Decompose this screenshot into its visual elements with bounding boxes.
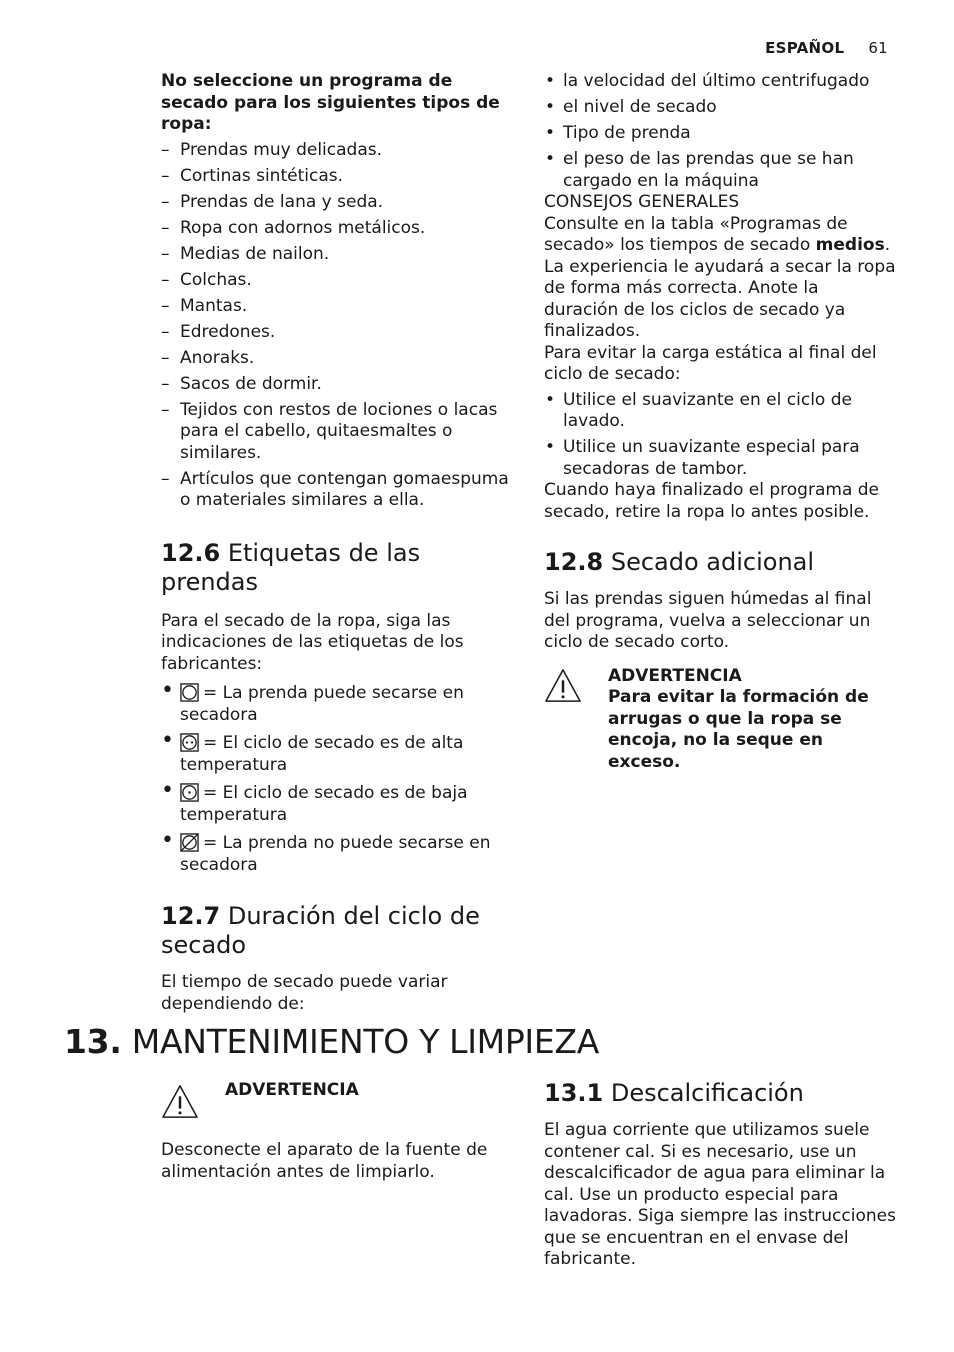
drying-time-text: El tiempo de secado puede variar dependiendo de: xyxy=(161,972,448,1014)
list-item: • la velocidad del último centrifugado xyxy=(544,71,896,93)
list-item: – Ropa con adornos metálicos. xyxy=(161,218,511,240)
tumble-dry-icon xyxy=(180,683,199,702)
static-tips-list xyxy=(544,390,896,481)
drying-factor-list xyxy=(544,71,896,192)
tumble-dry-low-icon xyxy=(180,783,199,802)
additional-drying-text: Si las prendas siguen húmedas al final del programa, vuelva a seleccionar un ciclo de secado corto. xyxy=(544,589,872,652)
list-item: – Sacos de dormir. xyxy=(161,374,511,396)
list-item: • el peso de las prendas que se han cargado en la máquina xyxy=(544,149,896,192)
tips-paragraph-4: Cuando haya finalizado el programa de secado, retire la ropa lo antes posible. xyxy=(544,480,880,522)
list-item: – Prendas de lana y seda. xyxy=(161,192,511,214)
warning-title: ADVERTENCIA xyxy=(608,665,742,686)
warning-icon xyxy=(161,1084,199,1120)
intro-warning-text: No seleccione un programa de secado para los siguientes tipos de ropa: xyxy=(161,71,500,134)
list-item: • el nivel de secado xyxy=(544,97,896,119)
list-item: • Tipo de prenda xyxy=(544,123,896,145)
section-heading-12-8: 12.8 Secado adicional xyxy=(544,548,815,576)
page-number: 61 xyxy=(868,39,888,57)
list-item: • = El ciclo de secado es de alta temperatura xyxy=(161,733,511,776)
list-item: • Utilice un suavizante especial para secadoras de tambor. xyxy=(544,437,896,480)
list-item: – Artículos que contengan gomaespuma o materiales similares a ella. xyxy=(161,469,511,512)
list-item: – Mantas. xyxy=(161,296,511,318)
section-heading-12-6: 12.6 Etiquetas de las prendas xyxy=(161,538,421,596)
tips-paragraph-2: La experiencia le ayudará a secar la ropa de forma más correcta. Anote la duración de los ciclos de secado ya finalizados. xyxy=(544,256,896,341)
list-item: – Edredones. xyxy=(161,322,511,344)
list-item: – Tejidos con restos de lociones o lacas para el cabello, quitaesmaltes o similares. xyxy=(161,400,511,465)
descaling-section xyxy=(544,1079,896,1271)
care-symbol-list xyxy=(161,683,511,876)
list-item: • = La prenda no puede secarse en secadora xyxy=(161,833,511,876)
warning-text: Para evitar la formación de arrugas o que la ropa se encoja, no la seque en exceso. xyxy=(608,687,869,772)
do-not-tumble-dry-icon xyxy=(180,833,199,852)
descaling-text: El agua corriente que utilizamos suele contener cal. Si es necesario, use un descalcificador de agua para eliminar la cal. Use un producto especial para lavadoras. Siga siempre las instrucciones que se encuentran en el envase del fabricante. xyxy=(544,1120,896,1269)
tumble-dry-high-icon xyxy=(180,733,199,752)
list-item: – Anoraks. xyxy=(161,348,511,370)
section-label: ESPAÑOL xyxy=(765,39,845,57)
warning-title: ADVERTENCIA xyxy=(225,1080,359,1100)
list-item: – Medias de nailon. xyxy=(161,244,511,266)
list-item: • = La prenda puede secarse en secadora xyxy=(161,683,511,726)
care-label-intro: Para el secado de la ropa, siga las indicaciones de las etiquetas de los fabricantes: xyxy=(161,610,464,674)
section-heading-12-7: 12.7 Duración del ciclo de secado xyxy=(161,902,480,959)
list-item: • Utilice el suavizante en el ciclo de lavado. xyxy=(544,390,896,433)
warning-icon xyxy=(544,668,582,704)
chapter-heading-13: 13. MANTENIMIENTO Y LIMPIEZA xyxy=(64,1022,599,1061)
fabric-exclusion-list xyxy=(161,140,511,512)
section-heading-13-1: 13.1 Descalcificación xyxy=(544,1079,804,1107)
tips-paragraph-1: Consulte en la tabla «Programas de secado» los tiempos de secado medios. xyxy=(544,213,891,255)
page-header xyxy=(765,39,888,57)
right-column xyxy=(544,71,896,772)
tips-title: CONSEJOS GENERALES xyxy=(544,192,740,212)
tips-paragraph-3: Para evitar la carga estática al final del ciclo de secado: xyxy=(544,342,877,384)
list-item: – Prendas muy delicadas. xyxy=(161,140,511,162)
list-item: – Cortinas sintéticas. xyxy=(161,166,511,188)
warning-text: Desconecte el aparato de la fuente de alimentación antes de limpiarlo. xyxy=(161,1140,488,1182)
left-column xyxy=(161,71,511,1015)
list-item: • = El ciclo de secado es de baja temperatura xyxy=(161,783,511,826)
warning-block-12-8 xyxy=(544,665,896,772)
list-item: – Colchas. xyxy=(161,270,511,292)
